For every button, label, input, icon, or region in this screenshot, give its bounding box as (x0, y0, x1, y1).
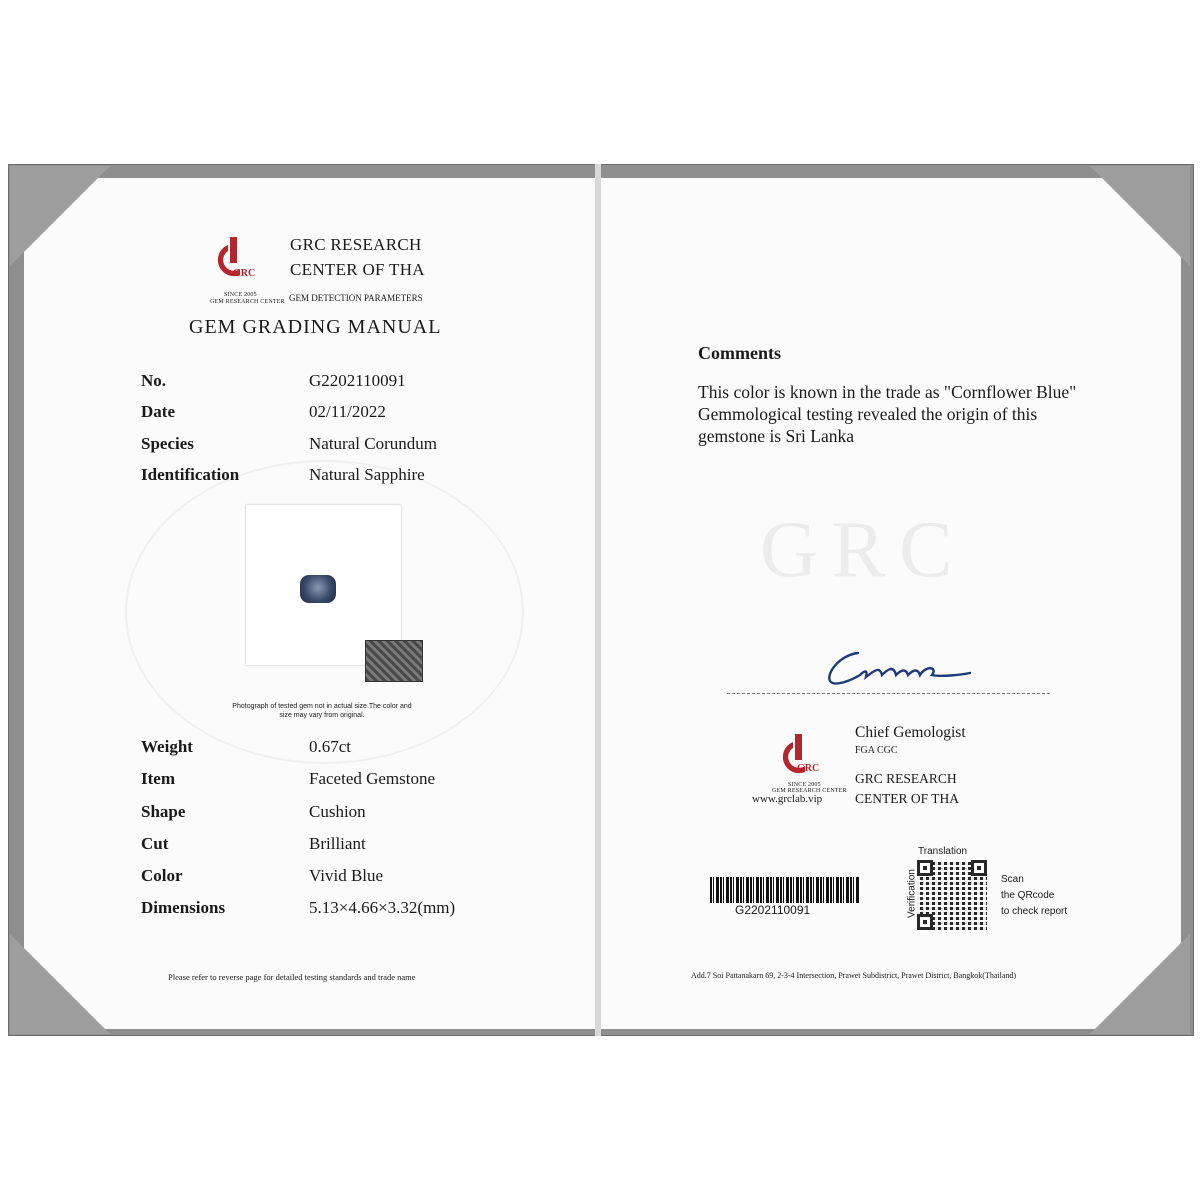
field-value: Vivid Blue (309, 866, 384, 885)
photo-note-line1: Photograph of tested gem not in actual size.The color and (232, 703, 412, 710)
field-label: Item (141, 769, 175, 788)
field-value: 5.13×4.66×3.32(mm) (309, 898, 456, 917)
logo-center-name: GEM RESEARCH CENTER (210, 299, 285, 305)
field-row (141, 371, 541, 395)
field-row (141, 402, 541, 426)
qr-finder (917, 860, 933, 876)
barcode-number: G2202110091 (735, 903, 811, 917)
gem-image (300, 575, 336, 603)
signature-line (727, 693, 1050, 694)
left-footer-note: Please refer to reverse page for detailed testing standards and trade name (168, 972, 416, 982)
gemologist-title: Chief Gemologist (855, 724, 966, 741)
field-label: Identification (141, 465, 240, 484)
org-name-line2: CENTER OF THA (855, 791, 960, 806)
org-subtitle: GEM DETECTION PARAMETERS (289, 293, 423, 303)
field-row (141, 834, 541, 858)
field-value: 02/11/2022 (309, 402, 386, 421)
website-link[interactable]: www.grclab.vip (752, 793, 823, 805)
field-row (141, 769, 541, 793)
comments-line2: Gemmological testing revealed the origin of this (698, 404, 1038, 424)
field-row (141, 465, 541, 489)
logo-center-name: GEM RESEARCH CENTER (772, 788, 847, 794)
field-value: Natural Sapphire (309, 465, 425, 484)
org-name-line1: GRC RESEARCH (290, 235, 422, 254)
field-label: No. (141, 371, 167, 390)
translation-label: Translation (918, 846, 968, 857)
hologram-sticker (365, 640, 423, 682)
field-label: Color (141, 866, 183, 885)
corner-tab-top-left (10, 166, 110, 266)
field-value: 0.67ct (309, 737, 352, 756)
comments-text (698, 381, 1076, 447)
org-name-line2: CENTER OF THA (290, 260, 425, 279)
logo-since: SINCE 2005 (224, 292, 257, 298)
photo-note-line2: size may vary from original. (279, 712, 365, 719)
scan-line2: the QRcode (1001, 890, 1055, 901)
logo-letters: GRC (233, 268, 256, 279)
address: Add.7 Soi Pattanakarn 69, 2-3-4 Intersection, Prawet Subdistrict, Prawet District, Bangkok(Thailand) (691, 971, 1017, 980)
signature (820, 645, 975, 690)
comments-line1: This color is known in the trade as "Cornflower Blue" (698, 382, 1077, 402)
field-row (141, 737, 541, 761)
grc-watermark: GRC (760, 506, 967, 594)
field-label: Date (141, 402, 175, 421)
logo-letters: GRC (797, 763, 820, 774)
field-row (141, 898, 541, 922)
manual-title: GEM GRADING MANUAL (189, 316, 442, 338)
corner-tab-top-right (1090, 166, 1190, 266)
comments-heading: Comments (698, 343, 781, 363)
corner-tab-bottom-left (10, 934, 110, 1034)
field-label: Dimensions (141, 898, 226, 917)
field-value: Cushion (309, 802, 366, 821)
field-value: Faceted Gemstone (309, 769, 436, 788)
verification-label: Verification (906, 869, 918, 918)
qr-finder (917, 914, 933, 930)
field-row (141, 802, 541, 826)
qr-finder (971, 860, 987, 876)
field-label: Weight (141, 737, 193, 756)
gemologist-credentials: FGA CGC (855, 745, 898, 756)
field-value: Brilliant (309, 834, 366, 853)
field-label: Cut (141, 834, 169, 853)
field-label: Species (141, 434, 194, 453)
org-name-line1: GRC RESEARCH (855, 771, 957, 786)
scan-instructions (1001, 872, 1067, 920)
scan-line3: to check report (1001, 906, 1068, 917)
field-value: G2202110091 (309, 371, 406, 390)
scan-line1: Scan (1001, 874, 1024, 885)
logo-since: SINCE 2005 (788, 782, 821, 788)
barcode (710, 877, 860, 903)
field-value: Natural Corundum (309, 434, 437, 453)
field-label: Shape (141, 802, 186, 821)
qr-code[interactable] (917, 860, 987, 930)
comments-line3: gemstone is Sri Lanka (698, 426, 855, 446)
field-row (141, 866, 541, 890)
right-page (601, 178, 1181, 1029)
corner-tab-bottom-right (1090, 934, 1190, 1034)
photo-note (222, 702, 422, 720)
field-row (141, 434, 541, 458)
